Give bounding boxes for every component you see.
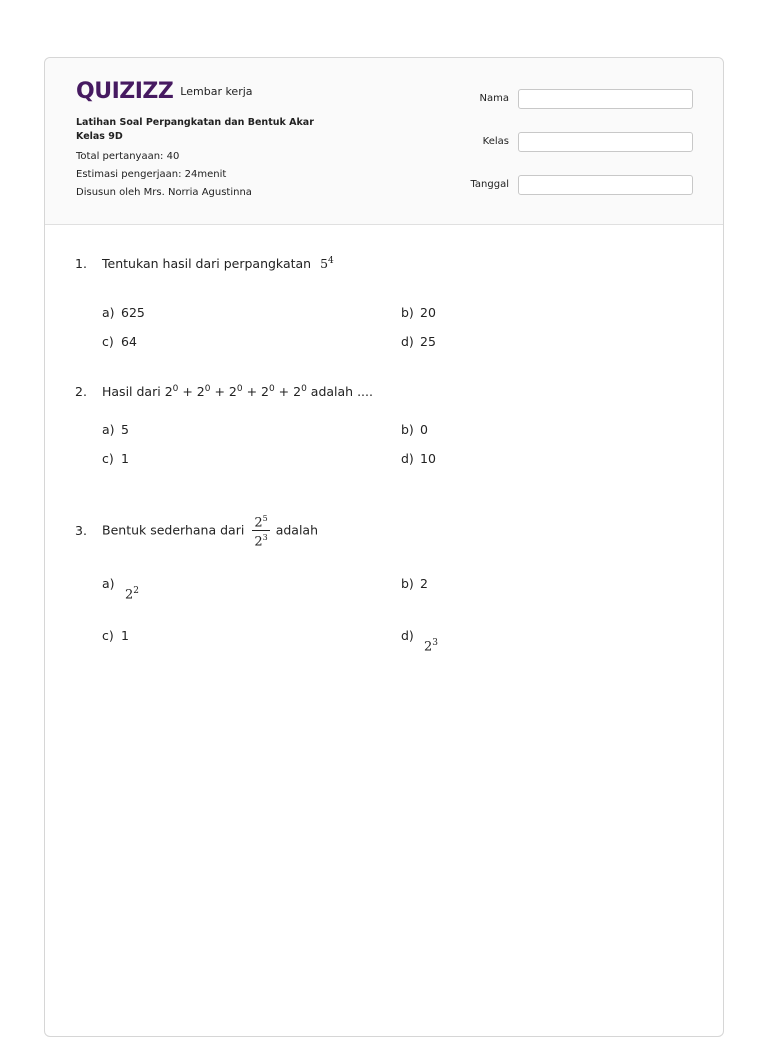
total-questions: Total pertanyaan: 40	[76, 151, 180, 162]
option-value: 0	[420, 422, 428, 437]
option-letter: b)	[401, 305, 414, 320]
option-value: 20	[420, 305, 436, 320]
option-2d[interactable]	[401, 451, 436, 466]
power-term: $2^0$	[293, 384, 307, 400]
quizizz-logo: QUIZIZZ	[76, 79, 174, 104]
name-label: Nama	[479, 93, 509, 104]
date-field	[465, 173, 693, 196]
option-1c[interactable]	[102, 334, 137, 349]
fraction-denominator: $2^3$	[254, 533, 268, 550]
power-term: $2^0$	[261, 384, 275, 400]
power-term: $2^0$	[228, 384, 243, 400]
option-2a[interactable]	[102, 422, 129, 437]
question-number: 1.	[75, 256, 87, 271]
option-2b[interactable]	[401, 422, 428, 437]
option-value: 10	[420, 451, 436, 466]
option-letter: d)	[401, 334, 414, 349]
math-power	[320, 256, 334, 271]
question-suffix: adalah ....	[310, 384, 373, 400]
option-2c[interactable]	[102, 451, 129, 466]
option-value: 64	[121, 334, 137, 349]
option-3d[interactable]	[401, 628, 439, 658]
option-value: 1	[121, 628, 129, 643]
option-letter: b)	[401, 576, 414, 591]
worksheet-header	[45, 58, 723, 225]
option-letter: b)	[401, 422, 414, 437]
question-prefix: Hasil dari	[102, 384, 161, 400]
class-field	[465, 130, 693, 153]
option-letter: d)	[401, 628, 414, 643]
option-value: 2	[420, 576, 428, 591]
student-fields	[465, 87, 693, 216]
class-input[interactable]	[518, 132, 693, 152]
name-field	[465, 87, 693, 110]
question-number: 2.	[75, 384, 87, 399]
power-base: 5	[320, 256, 329, 272]
option-letter: c)	[102, 628, 114, 643]
option-1b[interactable]	[401, 305, 436, 320]
option-letter: a)	[102, 422, 115, 437]
worksheet-meta	[76, 116, 314, 202]
option-power: $2^2$	[125, 586, 140, 603]
date-input[interactable]	[518, 175, 693, 195]
option-letter: d)	[401, 451, 414, 466]
option-letter: c)	[102, 334, 114, 349]
option-value: 5	[121, 422, 129, 437]
name-input[interactable]	[518, 89, 693, 109]
power-term: $2^0$	[164, 384, 179, 400]
author: Disusun oleh Mrs. Norria Agustinna	[76, 187, 252, 198]
question-suffix: adalah	[275, 522, 319, 538]
option-3a[interactable]	[102, 576, 140, 606]
option-1d[interactable]	[401, 334, 436, 349]
estimated-time: Estimasi pengerjaan: 24menit	[76, 169, 227, 180]
option-3c[interactable]	[102, 628, 129, 643]
worksheet-label: Lembar kerja	[180, 85, 253, 98]
option-letter: a)	[102, 576, 115, 591]
option-letter: c)	[102, 451, 114, 466]
question-prompt: Tentukan hasil dari perpangkatan	[102, 256, 312, 272]
fraction-numerator: $2^5$	[254, 514, 268, 531]
class-field-label: Kelas	[482, 136, 509, 147]
question-text	[102, 256, 334, 271]
brand	[76, 80, 253, 104]
option-value: 25	[420, 334, 436, 349]
option-3b[interactable]	[401, 576, 428, 591]
option-power: $2^3$	[424, 638, 439, 655]
question-text: Hasil dari $2^0 + 2^0 + 2^0 + 2^0 + 2^0$ adalah ....	[102, 384, 373, 400]
question-number: 3.	[75, 523, 87, 538]
question-prefix: Bentuk sederhana dari	[102, 522, 245, 538]
option-letter: a)	[102, 305, 115, 320]
fraction	[252, 512, 269, 550]
date-label: Tanggal	[470, 179, 509, 190]
power-exponent: 4	[328, 256, 334, 266]
option-1a[interactable]	[102, 305, 145, 320]
option-value: 625	[121, 305, 145, 320]
power-term: $2^0$	[196, 384, 211, 400]
option-value: 1	[121, 451, 129, 466]
question-text	[102, 512, 318, 550]
worksheet-title: Latihan Soal Perpangkatan dan Bentuk Akar	[76, 117, 314, 128]
class-label: Kelas 9D	[76, 131, 123, 142]
